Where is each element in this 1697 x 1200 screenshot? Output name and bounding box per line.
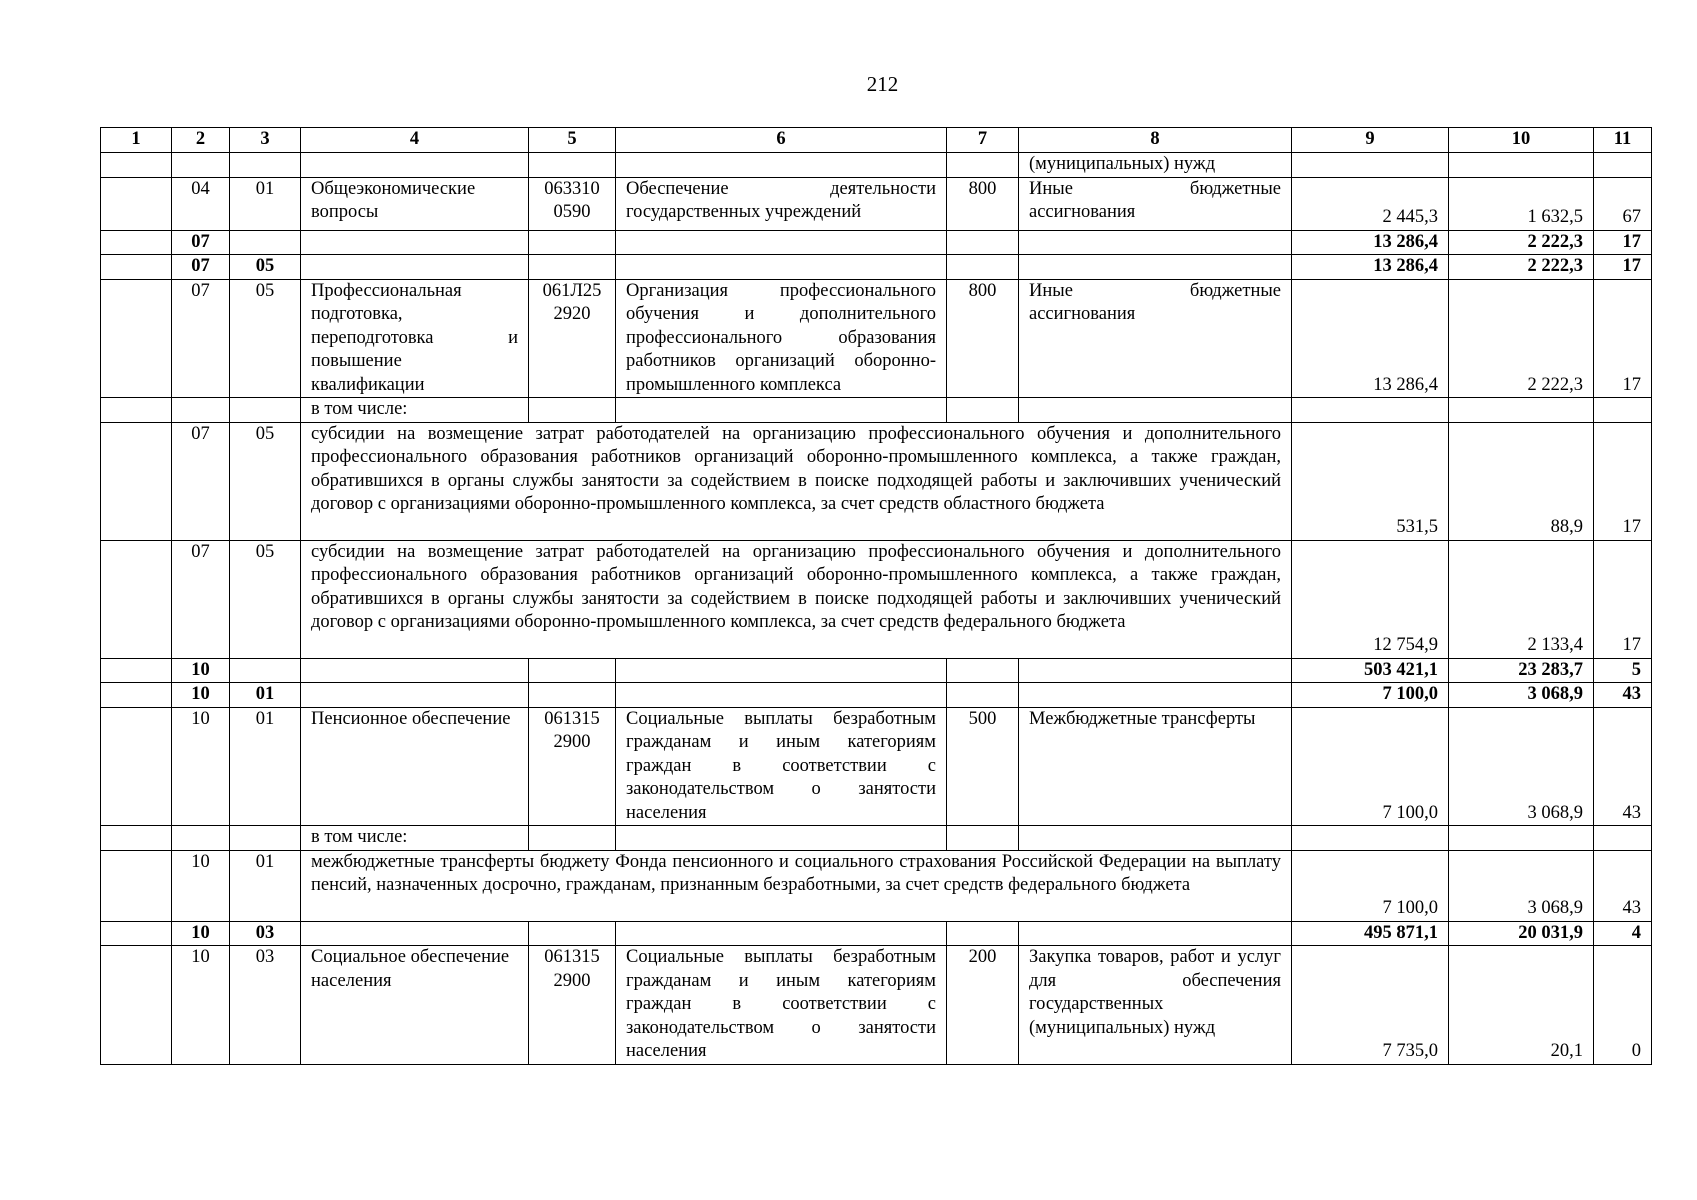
section-cell: 10 (172, 946, 230, 1065)
subsection-cell: 01 (230, 683, 301, 708)
amount-cell: 12 754,9 (1292, 540, 1449, 658)
section-cell: 04 (172, 177, 230, 230)
executed-cell: 20,1 (1449, 946, 1594, 1065)
executed-cell: 20 031,9 (1449, 921, 1594, 946)
section-cell: 07 (172, 422, 230, 540)
name-cell: Пенсионное обеспечение (301, 707, 529, 826)
amount-cell: 13 286,4 (1292, 230, 1449, 255)
expense-code-cell: 800 (947, 279, 1019, 398)
expense-type-cell: Иные бюджетные ассигнования (1019, 279, 1292, 398)
percent-cell: 17 (1594, 422, 1652, 540)
percent-cell: 67 (1594, 177, 1652, 230)
header-cell: 2 (172, 128, 230, 153)
executed-cell: 88,9 (1449, 422, 1594, 540)
executed-cell: 1 632,5 (1449, 177, 1594, 230)
header-cell: 11 (1594, 128, 1652, 153)
header-cell: 5 (529, 128, 616, 153)
percent-cell: 17 (1594, 540, 1652, 658)
executed-cell: 23 283,7 (1449, 658, 1594, 683)
table-row (101, 658, 1652, 683)
subsection-cell: 03 (230, 921, 301, 946)
table-row (101, 826, 1652, 851)
percent-cell: 43 (1594, 707, 1652, 826)
header-cell: 8 (1019, 128, 1292, 153)
percent-cell: 17 (1594, 230, 1652, 255)
subsection-cell: 05 (230, 255, 301, 280)
expense-type-cell: Иные бюджетные ассигнования (1019, 177, 1292, 230)
target-code-cell: 061315 2900 (529, 946, 616, 1065)
table-row (101, 422, 1652, 540)
description-cell: Социальные выплаты безработным гражданам и иным категориям граждан в соответствии с законодательством о занятости населения (616, 946, 947, 1065)
amount-cell: 7 100,0 (1292, 850, 1449, 921)
expense-type-cell: Межбюджетные трансферты (1019, 707, 1292, 826)
header-cell: 6 (616, 128, 947, 153)
section-cell: 10 (172, 850, 230, 921)
expense-code-cell: 200 (947, 946, 1019, 1065)
section-cell: 07 (172, 540, 230, 658)
budget-table (100, 127, 1652, 1065)
table-row (101, 279, 1652, 398)
name-cell: Профессиональная подготовка, переподготовка и повышение квалификации (301, 279, 529, 398)
amount-cell: 495 871,1 (1292, 921, 1449, 946)
subsection-cell: 01 (230, 850, 301, 921)
executed-cell: 2 133,4 (1449, 540, 1594, 658)
transfer-description: межбюджетные трансферты бюджету Фонда пенсионного и социального страхования Российской Федерации на выплату пенсий, назначенных досрочно, гражданам, признанным безработными, за счет средств федерального бюджета (301, 850, 1292, 921)
executed-cell: 2 222,3 (1449, 230, 1594, 255)
description-cell: Социальные выплаты безработным гражданам и иным категориям граждан в соответствии с законодательством о занятости населения (616, 707, 947, 826)
expense-code-cell: 800 (947, 177, 1019, 230)
subsection-cell: 01 (230, 177, 301, 230)
target-code-cell: 061Л25 2920 (529, 279, 616, 398)
expense-code-cell: 500 (947, 707, 1019, 826)
page-number: 212 (866, 72, 899, 96)
table-row (101, 255, 1652, 280)
header-cell: 3 (230, 128, 301, 153)
target-code-cell: 063310 0590 (529, 177, 616, 230)
table-row (101, 540, 1652, 658)
amount-cell: 13 286,4 (1292, 279, 1449, 398)
executed-cell: 2 222,3 (1449, 255, 1594, 280)
subsection-cell: 05 (230, 422, 301, 540)
expense-type-cell: Закупка товаров, работ и услуг для обеспечения государственных (муниципальных) нужд (1019, 946, 1292, 1065)
header-cell: 7 (947, 128, 1019, 153)
amount-cell: 7 100,0 (1292, 683, 1449, 708)
executed-cell: 3 068,9 (1449, 683, 1594, 708)
table-row (101, 850, 1652, 921)
header-cell: 9 (1292, 128, 1449, 153)
name-cell: Общеэкономические вопросы (301, 177, 529, 230)
table-row (101, 398, 1652, 423)
section-cell: 10 (172, 707, 230, 826)
expense-type-cell: (муниципальных) нужд (1019, 153, 1292, 178)
amount-cell: 503 421,1 (1292, 658, 1449, 683)
executed-cell: 3 068,9 (1449, 850, 1594, 921)
percent-cell: 5 (1594, 658, 1652, 683)
header-row (101, 128, 1652, 153)
subsection-cell: 05 (230, 279, 301, 398)
target-code-cell: 061315 2900 (529, 707, 616, 826)
table-row (101, 921, 1652, 946)
table-row (101, 177, 1652, 230)
executed-cell: 3 068,9 (1449, 707, 1594, 826)
section-cell: 07 (172, 255, 230, 280)
description-cell: Обеспечение деятельности государственных учреждений (616, 177, 947, 230)
section-cell: 10 (172, 921, 230, 946)
section-cell: 10 (172, 658, 230, 683)
subsection-cell: 03 (230, 946, 301, 1065)
amount-cell: 13 286,4 (1292, 255, 1449, 280)
including-label: в том числе: (301, 826, 529, 851)
table-row (101, 683, 1652, 708)
amount-cell: 7 735,0 (1292, 946, 1449, 1065)
subsidy-description: субсидии на возмещение затрат работодателей на организацию профессионального обучения и дополнительного профессионального образования работников организаций оборонно-промышленного комплекса, а также граждан, обратившихся в органы службы занятости за содействием в поиске подходящей работы и заключивших ученический договор с организациями оборонно-промышленного комплекса, за счет средств областного бюджета (301, 422, 1292, 540)
table-row (101, 230, 1652, 255)
section-cell: 07 (172, 279, 230, 398)
percent-cell: 17 (1594, 279, 1652, 398)
name-cell: Социальное обеспечение населения (301, 946, 529, 1065)
executed-cell: 2 222,3 (1449, 279, 1594, 398)
header-cell: 4 (301, 128, 529, 153)
subsection-cell: 05 (230, 540, 301, 658)
percent-cell: 0 (1594, 946, 1652, 1065)
percent-cell: 43 (1594, 850, 1652, 921)
percent-cell: 43 (1594, 683, 1652, 708)
table-row (101, 946, 1652, 1065)
subsidy-description: субсидии на возмещение затрат работодателей на организацию профессионального обучения и дополнительного профессионального образования работников организаций оборонно-промышленного комплекса, а также граждан, обратившихся в органы службы занятости за содействием в поиске подходящей работы и заключивших ученический договор с организациями оборонно-промышленного комплекса, за счет средств федерального бюджета (301, 540, 1292, 658)
section-cell: 10 (172, 683, 230, 708)
amount-cell: 7 100,0 (1292, 707, 1449, 826)
subsection-cell: 01 (230, 707, 301, 826)
percent-cell: 4 (1594, 921, 1652, 946)
section-cell: 07 (172, 230, 230, 255)
table-row (101, 153, 1652, 178)
header-cell: 1 (101, 128, 172, 153)
header-cell: 10 (1449, 128, 1594, 153)
percent-cell: 17 (1594, 255, 1652, 280)
amount-cell: 2 445,3 (1292, 177, 1449, 230)
table-row (101, 707, 1652, 826)
amount-cell: 531,5 (1292, 422, 1449, 540)
description-cell: Организация профессионального обучения и дополнительного профессионального образования работников организаций оборонно-промышленного комплекса (616, 279, 947, 398)
including-label: в том числе: (301, 398, 529, 423)
